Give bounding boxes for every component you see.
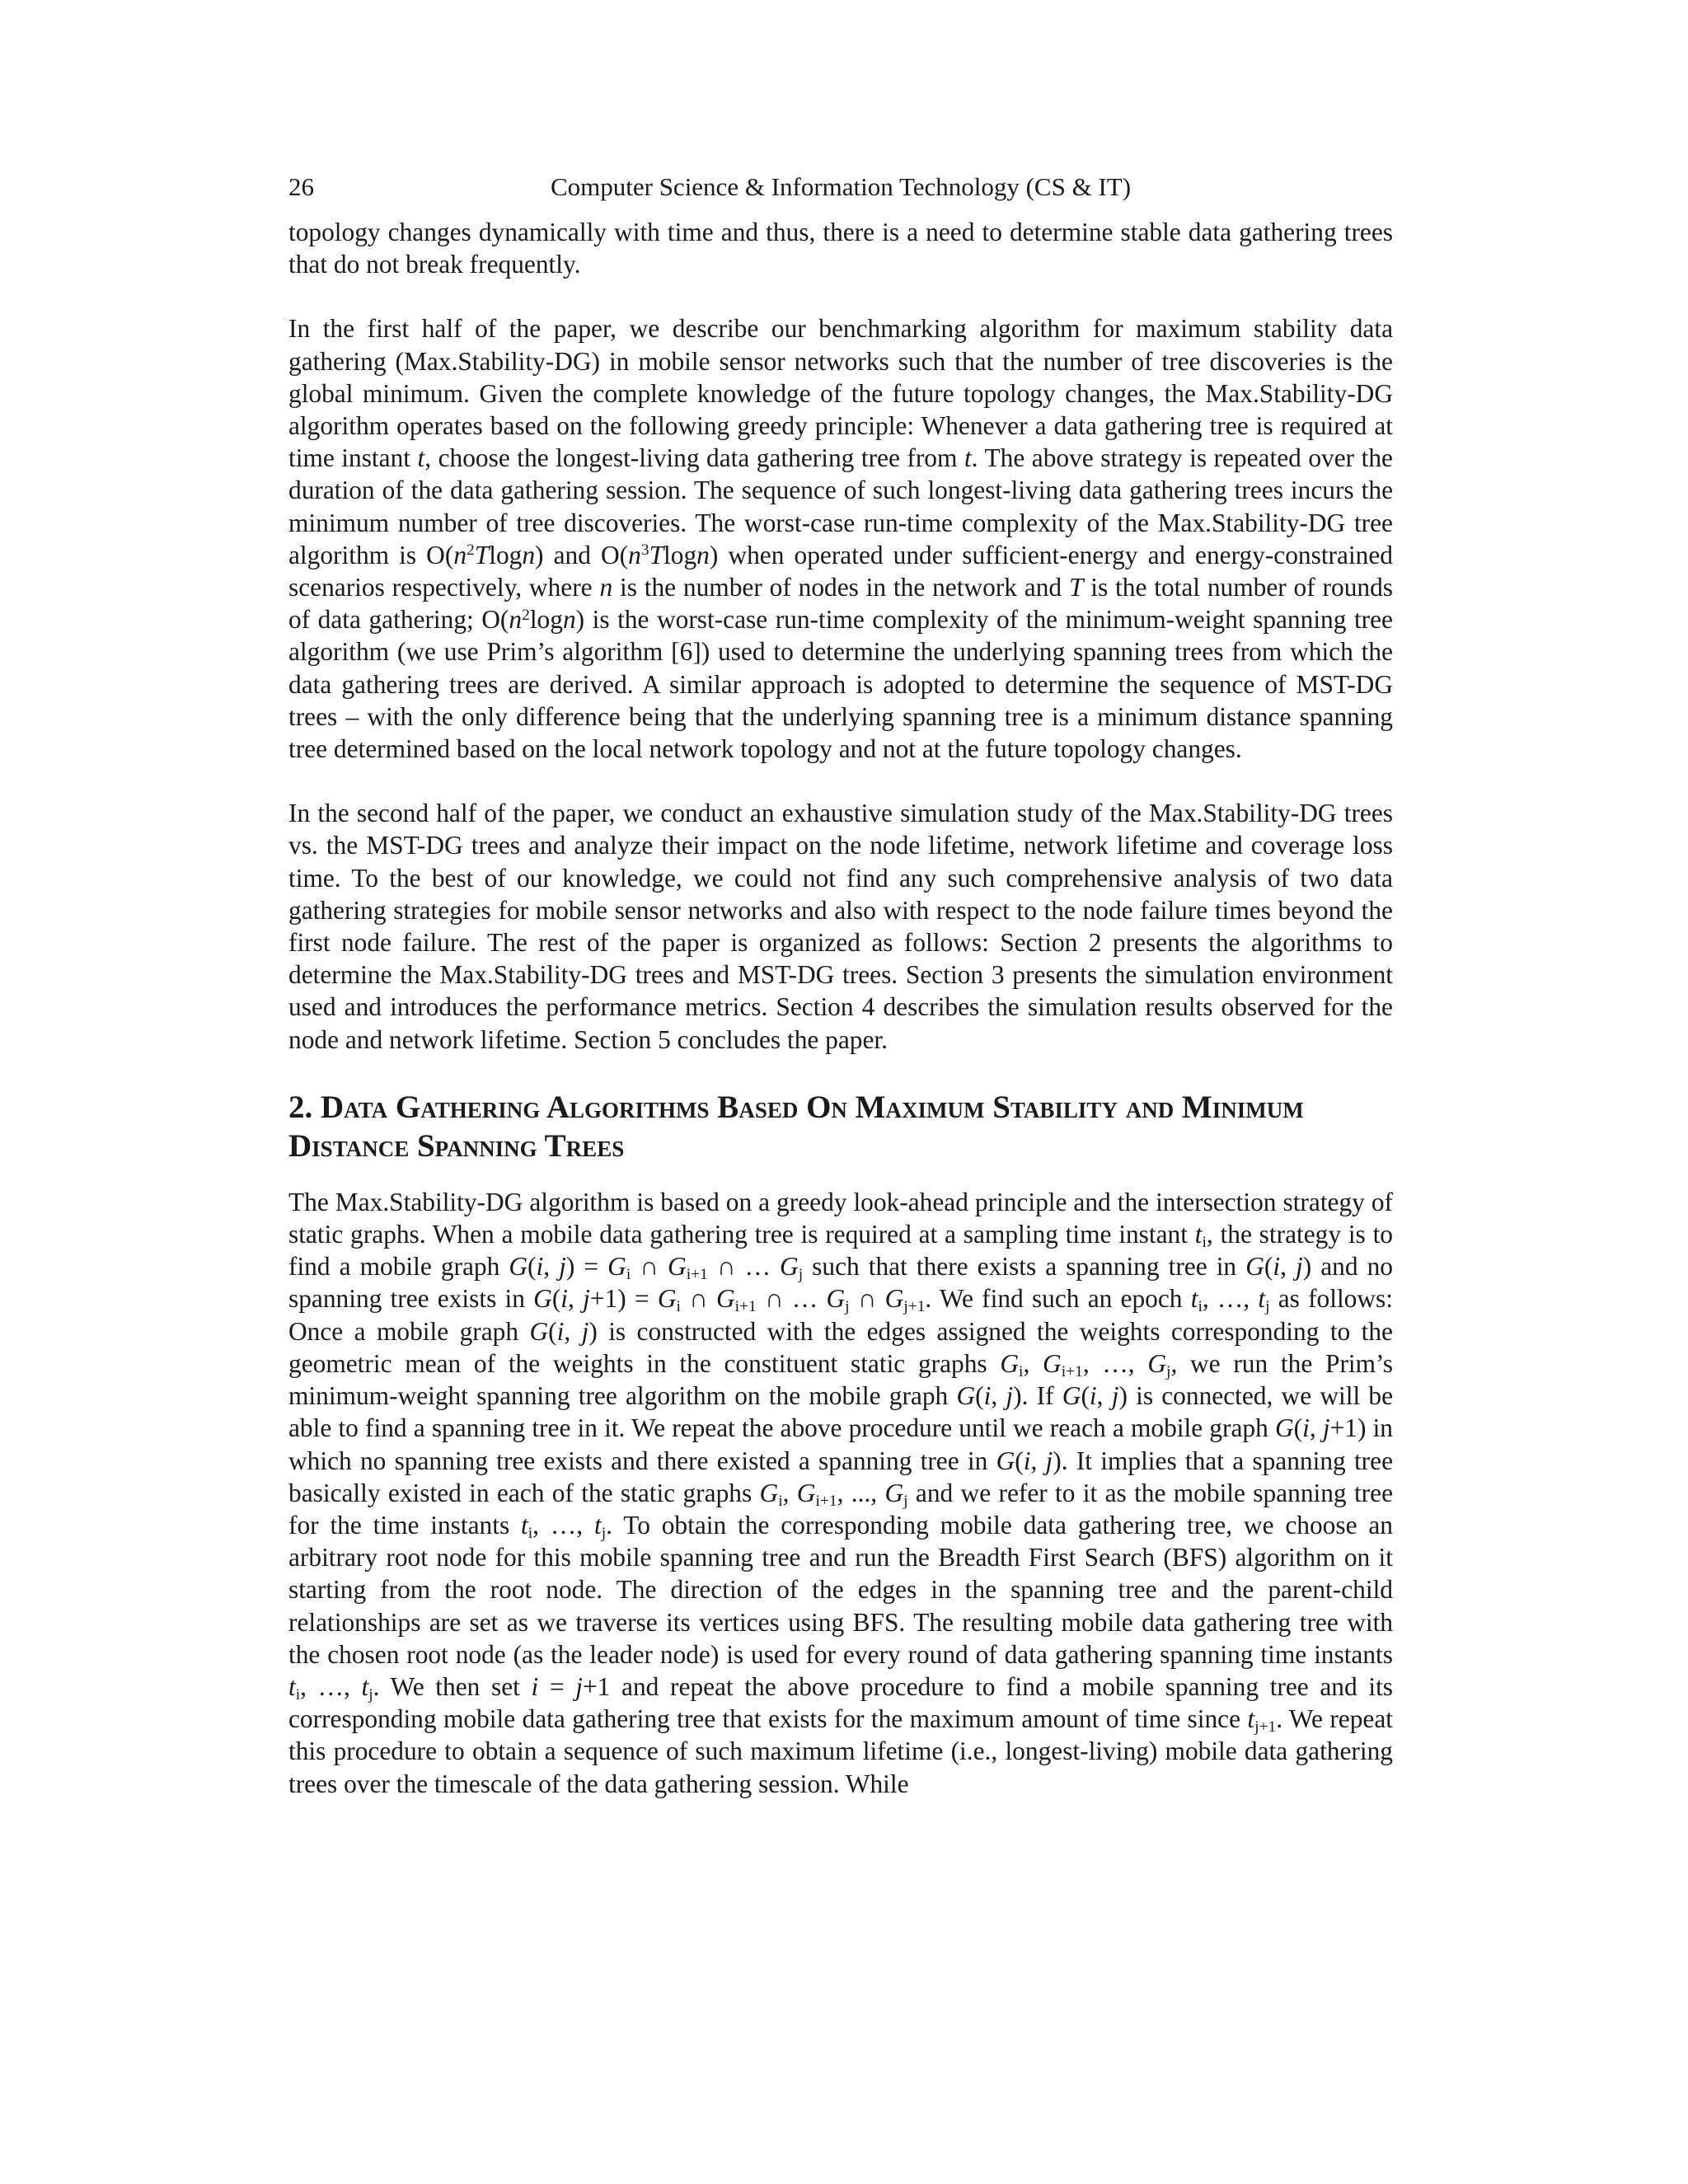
math-variable: G xyxy=(884,1284,904,1314)
text-run: ∩ xyxy=(680,1284,716,1314)
text-run: ∩ xyxy=(849,1284,885,1314)
text-run: , xyxy=(1096,1381,1112,1411)
subscript: i xyxy=(1019,1362,1024,1380)
math-variable: G xyxy=(1245,1252,1264,1282)
math-variable: G xyxy=(956,1381,976,1411)
subscript: i xyxy=(295,1685,301,1704)
text-run: , xyxy=(543,1252,560,1282)
math-variable: G xyxy=(884,1478,904,1507)
math-variable: t xyxy=(593,1510,602,1540)
text-run: as follows: Once a mobile graph xyxy=(288,1284,1393,1346)
text-run: ( xyxy=(1081,1381,1090,1411)
math-variable: G xyxy=(826,1284,846,1314)
math-variable: j xyxy=(1322,1413,1330,1443)
subscript: i+1 xyxy=(734,1298,757,1316)
text-run: ( xyxy=(548,1316,557,1346)
paragraph-1: topology changes dynamically with time and thus, there is a need to determine stable data gathering trees that do not break frequently. xyxy=(288,218,1393,279)
subscript: i+1 xyxy=(815,1492,837,1510)
subscript: i+1 xyxy=(686,1266,708,1284)
text-run: ) xyxy=(1302,1252,1312,1282)
math-variable: j xyxy=(1295,1252,1303,1282)
text-run: ( xyxy=(1293,1413,1303,1443)
math-variable: j xyxy=(1111,1381,1119,1411)
text-run: +1) xyxy=(1329,1413,1367,1443)
math-variable: i xyxy=(560,1284,569,1314)
math-variable: G xyxy=(668,1252,687,1282)
math-variable: t xyxy=(1258,1284,1266,1314)
text-run: . If xyxy=(1021,1381,1062,1411)
math-variable: G xyxy=(1000,1348,1020,1378)
math-variable: j xyxy=(559,1252,566,1282)
section-number: 2. xyxy=(288,1089,313,1125)
math-variable: j xyxy=(1006,1381,1014,1411)
text-run: , xyxy=(564,1316,582,1346)
text-run: , xyxy=(568,1284,584,1314)
text-run: and no spanning tree exists in xyxy=(288,1252,1393,1314)
math-variable: G xyxy=(715,1284,735,1314)
subscript: i+1 xyxy=(1061,1362,1083,1380)
subscript: i xyxy=(626,1266,631,1284)
math-variable: t xyxy=(1247,1704,1255,1734)
math-variable: j xyxy=(575,1671,583,1701)
text-run: and repeat the above procedure to find a mobile spanning tree and its corresponding mobile data gathering tree that exists for the maximum amount of time since xyxy=(288,1671,1394,1734)
text-run: ) xyxy=(1118,1381,1128,1411)
text-run: and we refer to it as the mobile spanning tree for the time instants xyxy=(288,1478,1393,1540)
text-run: ( xyxy=(1015,1446,1024,1475)
subscript: j+1 xyxy=(903,1298,926,1316)
math-variable: G xyxy=(1062,1381,1081,1411)
text-run: ( xyxy=(975,1381,984,1411)
math-variable: G xyxy=(1147,1348,1167,1378)
math-variable: G xyxy=(1043,1348,1062,1378)
text-run: , xyxy=(1023,1348,1043,1378)
text-run: ) = xyxy=(565,1252,608,1282)
math-variable: G xyxy=(780,1252,799,1282)
text-run: . It implies that a spanning tree basically existed in each of the static graphs xyxy=(288,1446,1393,1507)
text-run: The Max.Stability-DG algorithm is based on a greedy look-ahead principle and the intersection strategy of static graphs. When a mobile data gathering tree is required at a sampling time instant xyxy=(288,1187,1393,1249)
math-variable: G xyxy=(657,1284,677,1314)
math-variable: i xyxy=(536,1252,544,1282)
text-run: . We then set xyxy=(373,1671,532,1701)
math-variable: i xyxy=(556,1316,565,1346)
math-variable: t xyxy=(521,1510,528,1540)
math-variable: t xyxy=(361,1671,369,1701)
text-run: +1) = xyxy=(589,1284,658,1314)
text-run: such that there exists a spanning tree in xyxy=(803,1252,1246,1282)
text-run: ) xyxy=(588,1316,598,1346)
section-heading xyxy=(288,1088,1393,1165)
math-variable: t xyxy=(1190,1284,1198,1314)
page-number: 26 xyxy=(288,172,314,201)
text-run: ( xyxy=(528,1252,537,1282)
text-run: , xyxy=(1030,1446,1046,1475)
math-variable: j xyxy=(1045,1446,1053,1475)
math-variable: G xyxy=(533,1284,552,1314)
text-run: , xyxy=(782,1478,797,1507)
math-variable: G xyxy=(509,1252,528,1282)
math-variable: t xyxy=(1194,1220,1203,1249)
text-run: . We find such an epoch xyxy=(925,1284,1191,1314)
text-run: in which no spanning tree exists and there existed a spanning tree in xyxy=(288,1413,1393,1475)
text-run: , we run the Prim’s minimum-weight spanning tree algorithm on the mobile graph xyxy=(288,1348,1393,1411)
math-variable: G xyxy=(759,1478,779,1507)
text-run: ) xyxy=(1053,1446,1062,1475)
math-variable: G xyxy=(1274,1413,1294,1443)
text-run: , xyxy=(1280,1252,1296,1282)
text-run: , …, xyxy=(1082,1348,1148,1378)
subscript: j xyxy=(798,1266,804,1284)
text-run: ( xyxy=(551,1284,561,1314)
subscript: j xyxy=(1166,1362,1171,1380)
subscript: j xyxy=(903,1492,908,1510)
text-run: , …, xyxy=(1202,1284,1259,1314)
text-run: is constructed with the edges assigned the weights corresponding to the geometric mean of the weights in the constituent static graphs xyxy=(288,1316,1393,1378)
section-title: Data Gathering Algorithms Based On Maximum Stability and Minimum Distance Spanning Trees xyxy=(288,1089,1304,1164)
text-run: . We repeat this procedure to obtain a sequence of such maximum lifetime (i.e., longest-living) mobile data gathering trees over the timescale of the data gathering session. While xyxy=(288,1704,1393,1798)
paragraph-4 xyxy=(288,1186,1393,1800)
math-variable: t xyxy=(288,1671,296,1701)
math-variable: j xyxy=(583,1284,590,1314)
subscript: j xyxy=(601,1524,607,1542)
subscript: j xyxy=(845,1298,850,1316)
text-run: , …, xyxy=(300,1671,362,1701)
text-run: . To obtain the corresponding mobile data gathering tree, we choose an arbitrary root node for this mobile spanning tree and run the Breadth First Search (BFS) algorithm on it starting from the root node. The direction of the edges in the spanning tree and the parent-child relationships are set as we traverse its vertices using BFS. The resulting mobile data gathering tree with the chosen root node (as the leader node) is used for every round of data gathering spanning time instants xyxy=(288,1510,1393,1669)
text-run: , xyxy=(991,1381,1006,1411)
subscript: i xyxy=(676,1298,681,1316)
subscript: i xyxy=(1202,1233,1207,1251)
text-run: , ..., xyxy=(837,1478,885,1507)
math-variable: G xyxy=(796,1478,816,1507)
paragraph-3: In the second half of the paper, we conduct an exhaustive simulation study of the Max.Stability-DG trees vs. the MST-DG trees and analyze their impact on the node lifetime, network lifetime and coverage loss time. To the best of our knowledge, we could not find any such comprehensive analysis of two data gathering strategies for mobile sensor networks and also with respect to the node failure times beyond the first node failure. The rest of the paper is organized as follows: Section 2 presents the algorithms to determine the Max.Stability-DG trees and MST-DG trees. Section 3 presents the simulation environment used and introduces the performance metrics. Section 4 describes the simulation results observed for the node and network lifetime. Section 5 concludes the paper. xyxy=(288,799,1393,1054)
main-text xyxy=(288,216,1393,1800)
math-variable: G xyxy=(529,1316,549,1346)
paragraph-4-content xyxy=(288,1188,1393,1798)
math-variable: i xyxy=(1302,1413,1310,1443)
paragraph-2: In the first half of the paper, we describe our benchmarking algorithm for maximum stability data gathering (Max.Stability-DG) in mobile sensor networks such that the number of tree discoveries is the global minimum. Given the complete knowledge of the future topology changes, the Max.Stability-DG algorithm operates based on the following greedy principle: Whenever a data gathering tree is required at time instant t, choose the longest-living data gathering tree from t. The above strategy is repeated over the duration of the data gathering session. The sequence of such longest-living data gathering trees incurs the minimum number of tree discoveries. The worst-case run-time complexity of the Max.Stability-DG tree algorithm is $O(n^2Tlogn)$ and $O(n^3Tlogn)$ when operated under sufficient-energy and energy-constrained scenarios respectively, where n is the number of nodes in the network and T is the total number of rounds of data gathering; $O(n^2\log n)$ is the worst-case run-time complexity of the minimum-weight spanning tree algorithm (we use Prim’s algorithm [6]) used to determine the underlying spanning trees from which the data gathering trees are derived. A similar approach is adopted to determine the sequence of MST-DG trees – with the only difference being that the underlying spanning tree is a minimum distance spanning tree determined based on the local network topology and not at the future topology changes. xyxy=(288,314,1393,764)
text-run: ∩ xyxy=(631,1252,668,1282)
journal-title: Computer Science & Information Technology (CS & IT) xyxy=(550,172,1132,201)
text-run: +1 xyxy=(582,1671,611,1701)
text-run: , …, xyxy=(532,1510,594,1540)
math-variable: G xyxy=(996,1446,1015,1475)
subscript: j xyxy=(1265,1298,1270,1316)
math-variable: i xyxy=(1023,1446,1031,1475)
subscript: i xyxy=(528,1524,533,1542)
text-run: = xyxy=(538,1671,576,1701)
math-variable: G xyxy=(607,1252,626,1282)
running-header xyxy=(288,169,1393,205)
text-run: ∩ … xyxy=(707,1252,781,1282)
subscript: j xyxy=(368,1685,373,1704)
text-run: , the strategy is to find a mobile graph xyxy=(288,1220,1393,1282)
subscript: j+1 xyxy=(1254,1718,1277,1736)
math-variable: i xyxy=(1089,1381,1097,1411)
subscript: i xyxy=(1198,1298,1203,1316)
math-variable: i xyxy=(531,1671,539,1701)
math-variable: j xyxy=(581,1316,589,1346)
text-run: , xyxy=(1309,1413,1323,1443)
math-variable: i xyxy=(1273,1252,1281,1282)
text-run: ( xyxy=(1264,1252,1273,1282)
text-run: ∩ … xyxy=(756,1284,827,1314)
subscript: i xyxy=(778,1492,783,1510)
math-variable: i xyxy=(983,1381,992,1411)
text-run: ) xyxy=(1013,1381,1022,1411)
text-run: is connected, we will be able to find a spanning tree in it. We repeat the above procedure until we reach a mobile graph xyxy=(288,1381,1394,1443)
